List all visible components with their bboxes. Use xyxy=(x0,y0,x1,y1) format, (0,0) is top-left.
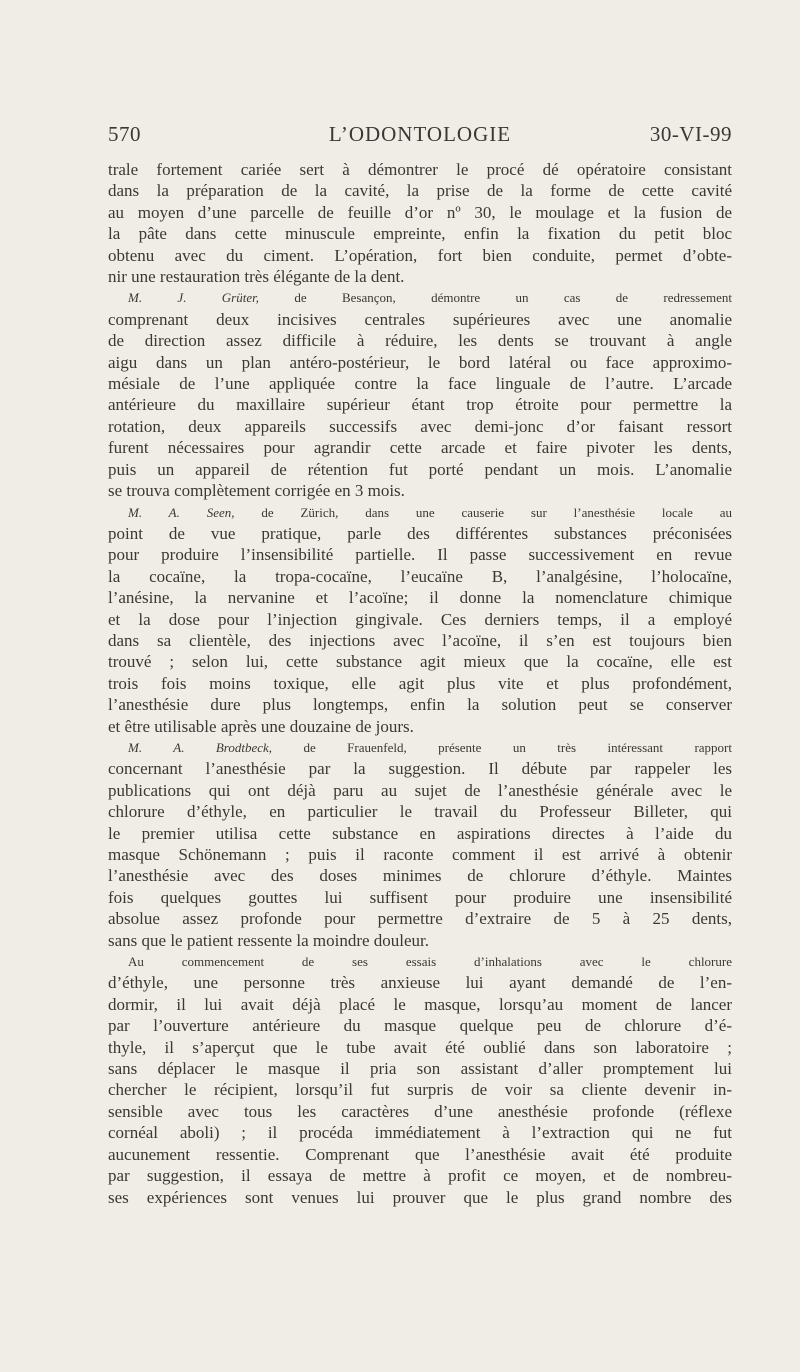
text-line: masque Schönemann ; puis il raconte comment il est arrivé à obtenir xyxy=(108,845,732,864)
text-line: furent nécessaires pour agrandir cette arcade et faire pivoter les dents, xyxy=(108,438,732,458)
text-line: absolue assez profonde pour permettre d’extraire de 5 à 25 dents, xyxy=(108,909,732,929)
text-line: la pâte dans cette minuscule empreinte, enfin la fixation du petit bloc xyxy=(108,224,732,244)
text-line: mésiale de l’une appliquée contre la face linguale de l’autre. L’arcade xyxy=(108,374,732,394)
page-number: 570 xyxy=(108,122,141,146)
text-line: d’éthyle, une personne très anxieuse lui ayant demandé de l’en- xyxy=(108,973,732,993)
text-line: de direction assez difficile à réduire, les dents se trouvant à angle xyxy=(108,331,732,351)
text-line: le premier utilisa cette substance en aspirations directes à l’aide du xyxy=(108,823,732,843)
text-line: et être utilisable après une douzaine de jours. xyxy=(108,716,414,736)
text-line: dans sa clientèle, des injections avec l’acoïne, il s’en est toujours bien xyxy=(108,630,732,650)
article-body xyxy=(108,159,732,1208)
text-line: thyle, il s’aperçut que le tube avait été oublié dans son laboratoire ; xyxy=(108,1037,732,1057)
paragraph-opening-brodtbeck xyxy=(108,737,732,758)
text-line: chlorure d’éthyle, en particulier le travail du Professeur Billeter, qui xyxy=(108,802,732,822)
text-line: ses expériences sont venues lui prouver que le plus grand nombre des xyxy=(108,1187,732,1207)
text-line: nir une restauration très élégante de la dent. xyxy=(108,267,405,287)
text-line: sans que le patient ressente la moindre douleur. xyxy=(108,930,430,950)
paragraph-opening-gruter xyxy=(108,287,732,308)
text-line: aigu dans un plan antéro-postérieur, le bord latéral ou face approximo- xyxy=(108,352,732,372)
author-name: M. A. Brodtbeck, xyxy=(128,739,273,755)
text-line: comprenant deux incisives centrales supérieures avec une anomalie xyxy=(108,309,732,329)
text-fragment: de Zürich, dans une causerie sur l’anesthésie locale au xyxy=(234,504,733,520)
text-line: trouvé ; selon lui, cette substance agit mieux que la cocaïne, elle est xyxy=(108,652,732,672)
text-line: publications qui ont déjà paru au sujet de l’anesthésie générale avec le xyxy=(108,780,732,800)
text-line: et la dose pour l’injection gingivale. Ces derniers temps, il a employé xyxy=(108,609,732,629)
text-line: chercher le récipient, lorsqu’il fut surpris de voir sa cliente devenir in- xyxy=(108,1080,732,1100)
text-line: concernant l’anesthésie par la suggestion. Il débute par rappeler les xyxy=(108,759,732,779)
text-line: par l’ouverture antérieure du masque quelque peu de chlorure d’é- xyxy=(108,1016,732,1036)
text-line: l’anésine, la nervanine et l’acoïne; il donne la nomenclature chimique xyxy=(108,588,732,608)
text-line: dormir, il lui avait déjà placé le masque, lorsqu’au moment de lancer xyxy=(108,994,732,1014)
author-name: M. J. Grüter, xyxy=(128,290,259,306)
text-line: dans la préparation de la cavité, la prise de la forme de cette cavité xyxy=(108,181,732,201)
paragraph-opening-seen xyxy=(108,502,732,523)
text-line: antérieure du maxillaire supérieur étant trop étroite pour permettre la xyxy=(108,395,732,415)
page-header xyxy=(108,122,732,152)
running-title: L’ODONTOLOGIE xyxy=(328,122,512,146)
text-line: fois quelques gouttes lui suffisent pour produire une insensibilité xyxy=(108,887,732,907)
text-line: cornéal aboli) ; il procéda immédiatement à l’extraction qui ne fut xyxy=(108,1123,732,1143)
text-line: l’anesthésie dure plus longtemps, enfin la solution peut se conserver xyxy=(108,695,732,715)
text-fragment: de Besançon, démontre un cas de redressement xyxy=(258,290,732,306)
issue-date: 30-VI-99 xyxy=(649,122,732,146)
text-line: la cocaïne, la tropa-cocaïne, l’eucaïne B, l’analgésine, l’holocaïne, xyxy=(108,566,732,586)
text-line: se trouva complètement corrigée en 3 mois. xyxy=(108,481,405,501)
text-line: puis un appareil de rétention fut porté pendant un mois. L’anomalie xyxy=(108,459,732,479)
author-name: M. A. Seen, xyxy=(128,504,235,520)
text-line: trois fois moins toxique, elle agit plus vite et plus profondément, xyxy=(108,673,732,693)
text-line: au moyen d’une parcelle de feuille d’or nº 30, le moulage et la fusion de xyxy=(108,202,732,222)
text-line: par suggestion, il essaya de mettre à profit ce moyen, et de nombreu- xyxy=(108,1166,732,1186)
text-line: point de vue pratique, parle des différentes substances préconisées xyxy=(108,523,732,543)
text-line: trale fortement cariée sert à démontrer le procé dé opératoire consistant xyxy=(108,160,732,179)
text-line: l’anesthésie avec des doses minimes de chlorure d’éthyle. Maintes xyxy=(108,866,732,886)
text-line: sans déplacer le masque il pria son assistant d’aller promptement lui xyxy=(108,1059,732,1079)
text-line: rotation, deux appareils successifs avec demi-jonc d’or faisant ressort xyxy=(108,416,732,436)
text-line: sensible avec tous les caractères d’une anesthésie profonde (réflexe xyxy=(108,1101,732,1121)
text-line: obtenu avec du ciment. L’opération, fort bien conduite, permet d’obte- xyxy=(108,245,732,265)
text-line: aucunement ressentie. Comprenant que l’anesthésie avait été produite xyxy=(108,1144,732,1164)
text-line: Au commencement de ses essais d’inhalations avec le chlorure xyxy=(128,954,732,970)
text-line: pour produire l’insensibilité partielle. Il passe successivement en revue xyxy=(108,545,732,565)
text-fragment: de Frauenfeld, présente un très intéressant rapport xyxy=(272,739,732,755)
